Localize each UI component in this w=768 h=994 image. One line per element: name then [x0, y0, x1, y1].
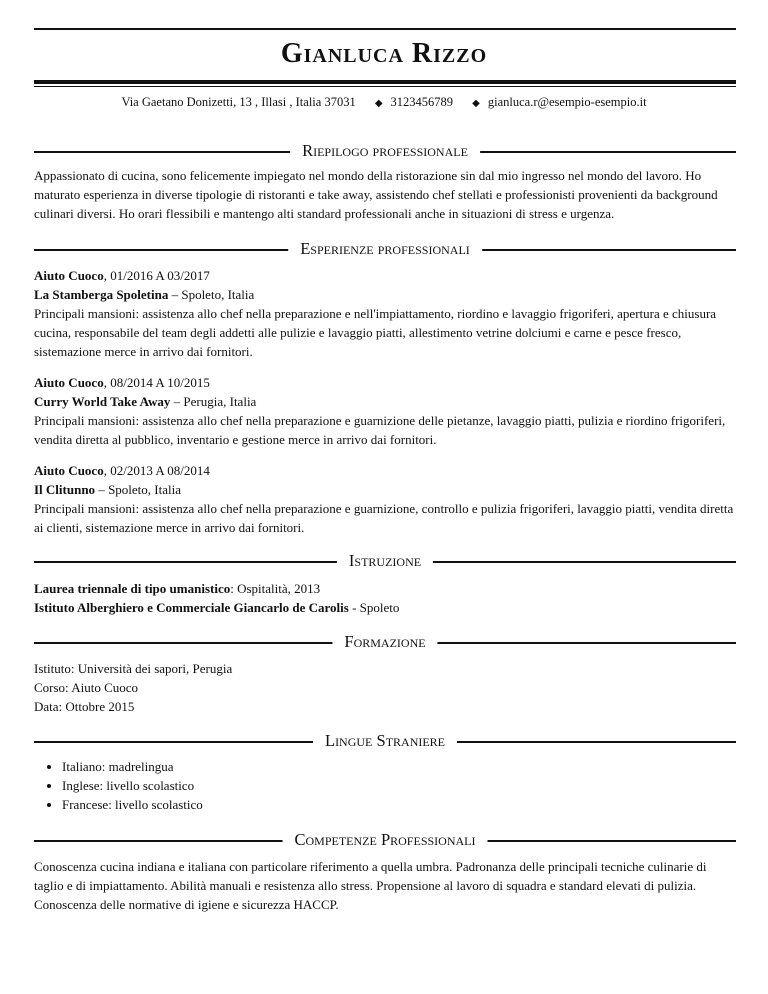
job-heading	[34, 266, 736, 285]
top-rule	[34, 28, 736, 30]
job-role: Aiuto Cuoco	[34, 463, 104, 478]
education-entry	[34, 579, 736, 617]
job-heading	[34, 373, 736, 392]
section-header-languages	[34, 731, 736, 751]
job-role: Aiuto Cuoco	[34, 375, 104, 390]
job-company: La Stamberga Spoletina	[34, 287, 169, 302]
name-rule-thick	[34, 80, 736, 84]
job-company: Il Clitunno	[34, 482, 96, 497]
skills-text	[34, 857, 736, 914]
job-location: – Spoleto, Italia	[168, 287, 255, 302]
training-entry	[34, 659, 736, 716]
section-title: Istruzione	[337, 551, 433, 571]
summary-text	[34, 166, 736, 223]
address: Via Gaetano Donizetti, 13 , Illasi , Italia 37031	[121, 95, 356, 109]
languages-bullets	[34, 757, 736, 814]
education-field: : Ospitalità, 2013	[230, 581, 321, 596]
section-header-education	[34, 551, 736, 571]
name-rule-thin	[34, 86, 736, 87]
section-title: Formazione	[332, 632, 437, 652]
job-role: Aiuto Cuoco	[34, 268, 104, 283]
job-entry	[34, 266, 736, 361]
education-school: Istituto Alberghiero e Commerciale Giancarlo de Carolis	[34, 600, 349, 615]
training-line: Istituto: Università dei sapori, Perugia	[34, 661, 233, 676]
job-description: Principali mansioni: assistenza allo chef nella preparazione e guarnizione delle pietanze, lavaggio piatti, pulizia e riordino frigoriferi, vendita diretta al pubblico, inventario e gestione merce in arrivo dai fornitori.	[34, 413, 726, 447]
job-description: Principali mansioni: assistenza allo chef nella preparazione e guarnizione, controllo e pulizia frigoriferi, lavaggio piatti, vendita diretta ai clienti, sistemazione merce in arrivo dai fornitori.	[34, 501, 734, 535]
phone: 3123456789	[390, 95, 454, 109]
section-title: Riepilogo professionale	[290, 141, 480, 161]
language-item: • Francese: livello scolastico	[62, 795, 736, 814]
language-item: • Inglese: livello scolastico	[62, 776, 736, 795]
training-line: Corso: Aiuto Cuoco	[34, 680, 139, 695]
education-degree-line	[34, 579, 736, 598]
job-entry	[34, 373, 736, 449]
job-heading	[34, 461, 736, 480]
job-company-line	[34, 285, 736, 304]
education-school-line	[34, 598, 736, 617]
candidate-name: Gianluca Rizzo	[280, 38, 488, 69]
job-dates: , 02/2013 A 08/2014	[103, 463, 210, 478]
training-line: Data: Ottobre 2015	[34, 699, 135, 714]
job-company: Curry World Take Away	[34, 394, 171, 409]
languages-list	[34, 757, 736, 814]
job-dates: , 01/2016 A 03/2017	[103, 268, 210, 283]
job-location: – Spoleto, Italia	[95, 482, 181, 497]
section-header-summary	[34, 141, 736, 161]
section-header-experience	[34, 239, 736, 259]
job-company-line	[34, 392, 736, 411]
skills-paragraph: Conoscenza cucina indiana e italiana con particolare riferimento a quella umbra. Padronanza delle principali tecniche culinarie di taglio e di impiattamento. Abilità manuali e resistenza allo stress. Propensione al lavoro di squadra e standard elevati di pulizia. Conoscenza delle normative di igiene e sicurezza HACCP.	[34, 859, 707, 912]
diamond-icon: ◆	[374, 98, 383, 109]
summary-paragraph: Appassionato di cucina, sono felicemente impiegato nel mondo della ristorazione sin dal mio ingresso nel mondo del lavoro. Ho maturato esperienza in diverse tipologie di ristoranti e take away, assistendo chef stellati e professionisti provenienti da background culinari diversi. Ho orari flessibili e mantengo alti standard professionali anche in situazioni di stress e urgenza.	[34, 168, 718, 221]
section-header-skills	[34, 830, 736, 850]
section-title: Lingue Straniere	[313, 731, 457, 751]
job-dates: , 08/2014 A 10/2015	[103, 375, 210, 390]
education-school-location: - Spoleto	[348, 600, 400, 615]
language-item: • Italiano: madrelingua	[62, 757, 736, 776]
section-title: Competenze Professionali	[283, 830, 488, 850]
job-entry	[34, 461, 736, 537]
job-company-line	[34, 480, 736, 499]
section-title: Esperienze professionali	[288, 239, 482, 259]
email: gianluca.r@esempio-esempio.it	[487, 95, 647, 109]
diamond-icon: ◆	[472, 98, 480, 109]
education-degree: Laurea triennale di tipo umanistico	[34, 581, 231, 596]
contact-line	[0, 95, 768, 110]
job-location: – Perugia, Italia	[170, 394, 257, 409]
job-description: Principali mansioni: assistenza allo chef nella preparazione e nell'impiattamento, riordino e lavaggio frigoriferi, apertura e chiusura cucina, responsabile del team degli addetti alle pulizie e lavaggio piatti, allestimento vetrine dolciumi e carne e pesce fresco, sistemazione merce in arrivo dai fornitori.	[34, 306, 717, 359]
section-header-training	[34, 632, 736, 652]
